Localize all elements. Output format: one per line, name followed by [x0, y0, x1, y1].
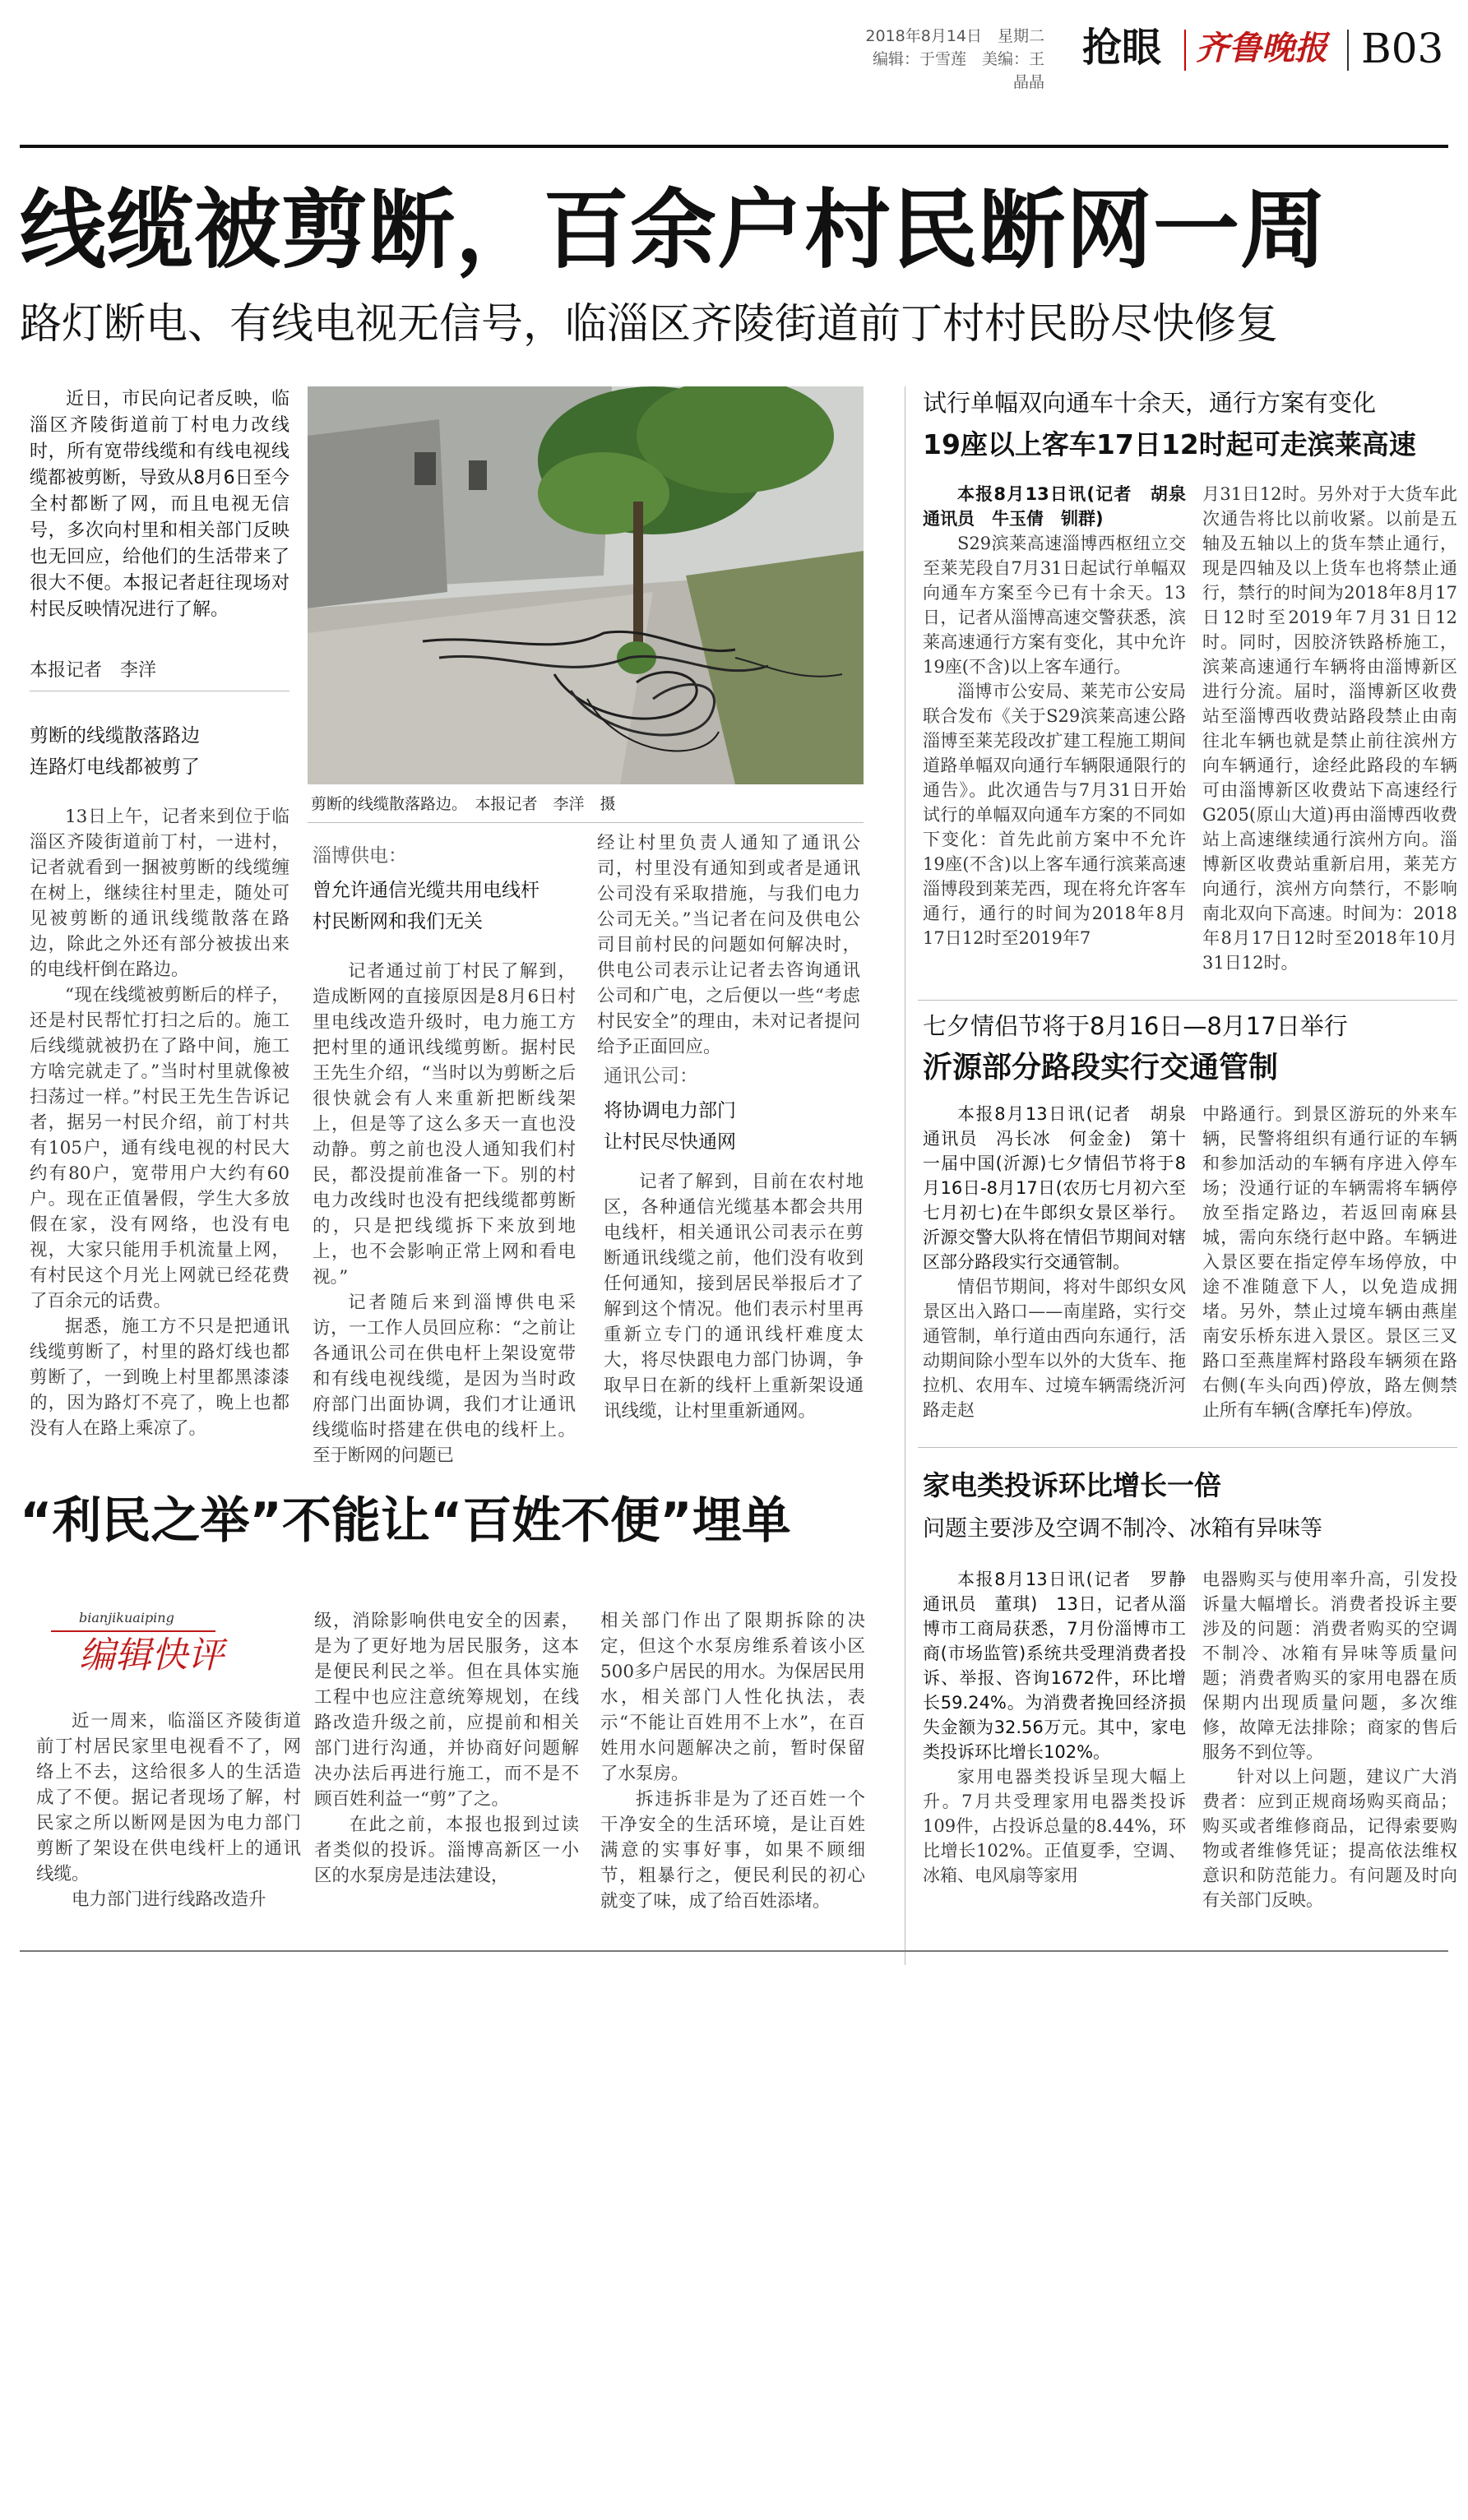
lead-intro: 近日，市民向记者反映，临淄区齐陵街道前丁村电力改线时，所有宽带线缆和有线电视线缆都被剪断，导致从8月6日至今全村都断了网，而且电视无信号，多次向村里和相关部门反映也无回应，给他们的生活带来了很大不便。本报记者赶往现场对村民反映情况进行了解。 — [30, 389, 289, 620]
story3-subheadline: 问题主要涉及空调不制冷、冰箱有异味等 — [923, 1516, 1322, 1542]
paragraph: 家用电器类投诉呈现大幅上升。7月共受理家用电器类投诉109件，占投诉总量的8.44%，环比增长102%。正值夏季，空调、冰箱、电风扇等家用 — [923, 1767, 1186, 1885]
editorial-column-2 — [314, 1608, 579, 1889]
paragraph: 电器购买与使用率升高，引发投诉量大幅增长。消费者投诉主要涉及的问题：消费者购买的空调不制冷、冰箱有异味等质量问题；消费者购买的家用电器在质保期内出现质量问题，多次维修，故障无法排除；商家的售后服务不到位等。 — [1202, 1570, 1457, 1762]
editorial-pinyin: bianjikuaiping — [79, 1610, 174, 1625]
brand-logo: 齐鲁晚报 — [1196, 29, 1327, 67]
caption-rule — [308, 822, 864, 823]
story1-column-b — [1202, 482, 1457, 975]
paragraph: 月31日12时。另外对于大货车此次通告将比以前收紧。以前是五轴及五轴以上的货车禁止通行，现是四轴及以上货车也将禁止通行，禁行的时间为2018年8月17日12时至2019年7月31日12时。同时，因胶济铁路桥施工，滨莱高速通行车辆将由淄博新区进行分流。届时，淄博新区收费站至淄博西收费站路段禁止由南往北车辆也就是禁止前往滨州方向车辆通行，途经此路段的车辆可由淄博新区收费站下高速经行G205(原山大道)再由淄博西收费站上高速继续通行滨州方向。淄博新区收费站重新启用，莱芜方向通行，滨州方向禁行，不影响南北双向下高速。时间为：2018年8月17日12时至2018年10月31日12时。 — [1202, 484, 1457, 973]
paragraph: 相关部门作出了限期拆除的决定，但这个水泵房维系着该小区500多户居民的用水。为保居民用水，相关部门人性化执法，表示“不能让百姓用不上水”，在百姓用水问题解决之前，暂时保留了水泵房。 — [600, 1611, 865, 1784]
lead-subheadline: 路灯断电、有线电视无信号，临淄区齐陵街道前丁村村民盼尽快修复 — [20, 300, 1279, 349]
story-rule-2 — [918, 1447, 1457, 1448]
kicker-telecom: 通讯公司： — [604, 1066, 698, 1087]
header-divider — [1184, 30, 1186, 71]
paragraph: 本报8月13日讯(记者 胡泉 通讯员 冯长冰 何金金) 第十一届中国(沂源)七夕情侣节将于8月16日-8月17日(农历七月初六至七月初七)在牛郎织女景区举行。沂源交警大队将在情侣节期间对辖区部分路段实行交通管制。 — [923, 1104, 1203, 1272]
paragraph: 拆违拆非是为了还百姓一个干净安全的生活环境，是让百姓满意的实事好事，如果不顾细节，粗暴行之，便民利民的初心就变了味，成了给百姓添堵。 — [600, 1789, 865, 1912]
story2-headline: 沂源部分路段实行交通管制 — [923, 1051, 1279, 1084]
section-head-3a: 将协调电力部门 — [604, 1100, 736, 1121]
paragraph: 记者了解到，目前在农村地区，各种通信光缆基本都会共用电线杆，相关通讯公司表示在剪断通讯线缆之前，他们没有收到任何通知，接到居民举报后才了解到这个情况。他们表示村里再重新立专门的通讯线杆难度太大，将尽快跟电力部门协调，争取早日在新的线杆上重新架设通讯线缆，让村里重新通网。 — [604, 1172, 864, 1422]
paragraph: 据悉，施工方不只是把通讯线缆剪断了，村里的路灯线也都剪断了，一到晚上村里都黑漆漆的，因为路灯不亮了，晚上也都没有人在路上乘凉了。 — [30, 1316, 289, 1439]
lead-column-3b — [604, 1169, 864, 1424]
story2-column-a — [923, 1102, 1203, 1422]
story3-column-a — [923, 1567, 1203, 1888]
kicker-power: 淄博供电： — [313, 845, 407, 867]
paragraph: 经让村里负责人通知了通讯公司，村里没有通知到或者是通讯公司没有采取措施，与我们电力公司无关。”当记者在问及供电公司目前村民的问题如何解决时，供电公司表示让记者去咨询通讯公司和广电，之后便以一些“考虑村民安全”的理由，未对记者提问给予正面回应。 — [597, 833, 860, 1057]
header-divider-2 — [1347, 30, 1349, 71]
paragraph: 本报8月13日讯(记者 罗静 通讯员 董琪) 13日，记者从淄博市工商局获悉，7月份淄博市工商(市场监管)系统共受理消费者投诉、举报、咨询1672件，环比增长59.24%。为消费者挽回经济损失金额为32.56万元。其中，家电类投诉环比增长102%。 — [923, 1570, 1203, 1762]
paragraph: 记者随后来到淄博供电采访，一工作人员回应称：“之前让各通讯公司在供电杆上架设宽带和有线电视线缆，是因为当时政府部门出面协调，我们才让通讯线缆临时搭建在供电的线杆上。至于断网的问题已 — [313, 1292, 576, 1466]
editorial-column-1 — [36, 1709, 301, 1912]
editorial-label: 编辑快评 — [79, 1635, 224, 1676]
section-head-3b: 让村民尽快通网 — [604, 1131, 736, 1153]
paragraph: 淄博市公安局、莱芜市公安局联合发布《关于S29滨莱高速公路淄博至莱芜段改扩建工程施工期间道路单幅双向通行车辆限通限行的通告》。此次通告与7月31日开始试行的单幅双向通车方案的不同如下变化：首先此前方案中不允许19座(不含)以上客车通行滨莱高速淄博段到莱芜西，现在将允许客车通行，通行的时间为2018年8月17日12时至2019年7 — [923, 682, 1186, 948]
story1-headline: 19座以上客车17日12时起可走滨莱高速 — [923, 428, 1416, 460]
paragraph: 近一周来，临淄区齐陵街道前丁村居民家里电视看不了，网络上不去，这给很多人的生活造成了不便。据记者现场了解，村民家之所以断网是因为电力部门剪断了架设在供电线杆上的通讯线缆。 — [36, 1711, 301, 1884]
story1-pretitle: 试行单幅双向通车十余天，通行方案有变化 — [923, 389, 1377, 417]
paragraph: 电力部门进行线路改造升 — [72, 1889, 266, 1910]
page-number: B03 — [1361, 25, 1444, 72]
paragraph-dateline: 本报8月13日讯(记者 胡泉 通讯员 牛玉倩 钏群) — [923, 484, 1203, 529]
paragraph: 在此之前，本报也报到过读者类似的投诉。淄博高新区一小区的水泵房是违法建设， — [314, 1815, 579, 1886]
paragraph: S29滨莱高速淄博西枢纽立交至莱芜段自7月31日起试行单幅双向通车方案至今已有十余天。13日，记者从淄博高速交警获悉，滨莱高速通行方案有变化，其中允许19座(不含)以上客车通行。 — [923, 534, 1186, 677]
paragraph: 13日上午，记者来到位于临淄区齐陵街道前丁村，一进村，记者就看到一捆被剪断的线缆缠在树上，继续往村里走，随处可见被剪断的通讯线缆散落在路边，除此之外还有部分被拔出来的电线杆倒在路边。 — [30, 807, 289, 980]
story1-column-a — [923, 482, 1203, 950]
story2-column-b — [1202, 1102, 1457, 1422]
story3-column-b — [1202, 1567, 1457, 1912]
header-rule — [20, 145, 1448, 148]
section-head-2b: 村民断网和我们无关 — [313, 911, 483, 932]
paragraph: 针对以上问题，建议广大消费者：应到正规商场购买商品；购买或者维修商品，记得索要购物或者维修凭证；提高依法维权意识和防范能力。有问题及时向有关部门反映。 — [1202, 1767, 1457, 1910]
section-head-2a: 曾允许通信光缆共用电线杆 — [313, 880, 540, 901]
lead-photo — [308, 386, 864, 784]
section-name: 抢眼 — [1082, 25, 1162, 71]
story2-pretitle: 七夕情侣节将于8月16日—8月17日举行 — [923, 1012, 1348, 1040]
paragraph: “现在线缆被剪断后的样子，还是村民帮忙打扫之后的。施工后线缆就被扔在了路中间，施工方啥完就走了。”当时村里就像被扫荡过一样。”村民王先生告诉记者，据另一村民介绍，前丁村共有105户，通有线电视的村民大约有80户，宽带用户大约有60户。现在正值暑假，学生大多放假在家，没有网络，也没有电视，大家只能用手机流量上网，有村民这个月光上网就已经花费了百余元的话费。 — [30, 985, 289, 1311]
paragraph: 级，消除影响供电安全的因素，是为了更好地为居民服务，这本是便民利民之举。但在具体实施工程中也应注意统筹规划，在线路改造升级之前，应提前和相关部门进行沟通，并协商好问题解决办法后再进行施工，而不是不顾百姓利益一“剪”了之。 — [314, 1611, 579, 1810]
editorial-headline: “利民之举”不能让“百姓不便”埋单 — [20, 1492, 791, 1550]
paragraph: 情侣节期间，将对牛郎织女风景区出入路口——南崖路，实行交通管制，单行道由西向东通行，活动期间除小型车以外的大货车、拖拉机、农用车、过境车辆需绕沂河路走赵 — [923, 1277, 1186, 1420]
editorial-column-3 — [600, 1608, 865, 1914]
section-head-1b: 连路灯电线都被剪了 — [30, 756, 200, 778]
lead-column-3a — [597, 830, 860, 1060]
paragraph: 中路通行。到景区游玩的外来车辆，民警将组织有通行证的车辆和参加活动的车辆有序进入停车场；没通行证的车辆需将车辆停放至指定路边，若返回南麻县城，需向东绕行赵中路。车辆进入景区要在指定停车场停放，中途不准随意下人，以免造成拥堵。另外，禁止过境车辆由燕崖南安乐桥东进入景区。景区三叉路口至燕崖辉村路段车辆须在路右侧(车头向西)停放，路左侧禁止所有车辆(含摩托车)停放。 — [1202, 1104, 1457, 1420]
story-rule-1 — [918, 1000, 1457, 1001]
story3-headline: 家电类投诉环比增长一倍 — [923, 1469, 1221, 1501]
header-date: 2018年8月14日 星期二 — [865, 27, 1044, 45]
paragraph: 记者通过前丁村民了解到，造成断网的直接原因是8月6日村里电线改造升级时，电力施工方把村里的通讯线缆剪断。据村民王先生介绍，“当时以为剪断之后很快就会有人来重新把断线架上，但是等了这么多天一直也没动静。剪之前也没人通知我们村民，都没提前准备一下。别的村电力改线时也没有把线缆都剪断的，只是把线缆拆下来放到地上，也不会影响正常上网和看电视。” — [313, 961, 576, 1288]
lead-column-1 — [30, 804, 289, 1441]
photo-caption: 剪断的线缆散落路边。 本报记者 李洋 摄 — [311, 795, 616, 813]
header-editor: 编辑：于雪莲 美编：王晶晶 — [872, 50, 1044, 91]
lead-byline: 本报记者 李洋 — [30, 660, 157, 681]
lead-column-2 — [313, 959, 576, 1468]
editorial-label-rule — [51, 1630, 215, 1632]
lead-headline: 线缆被剪断，百余户村民断网一周 — [20, 180, 1328, 280]
photo-cut-cables — [308, 386, 864, 784]
section-head-1a: 剪断的线缆散落路边 — [30, 725, 200, 747]
bottom-rule — [20, 1950, 1448, 1952]
